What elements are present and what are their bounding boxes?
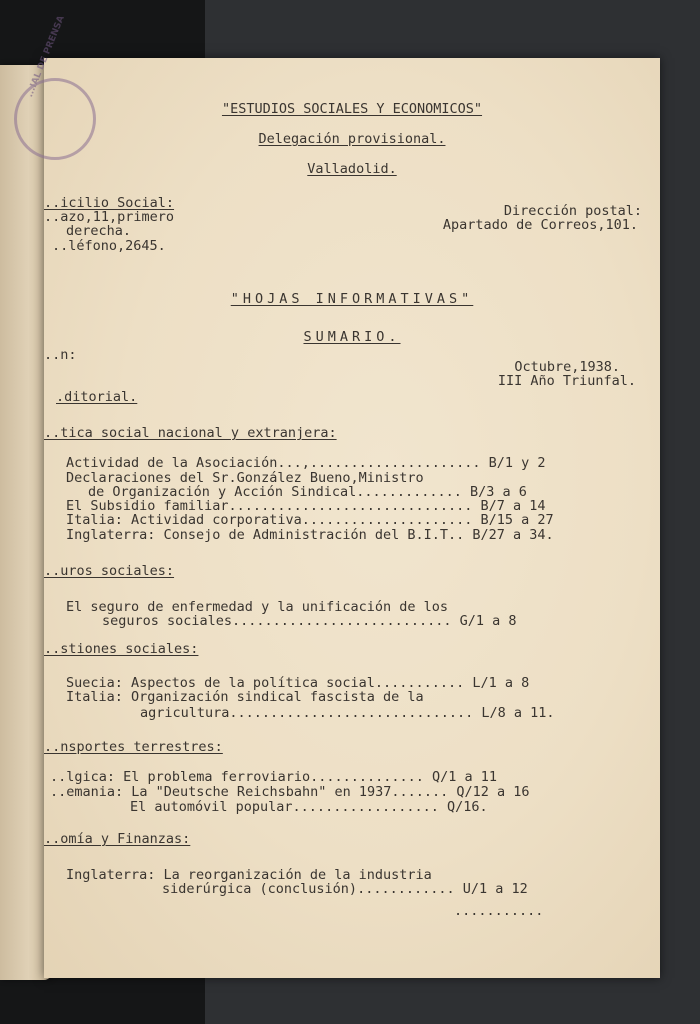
entry-italia-sindical-cont: agricultura.............................. L/8 a 11. bbox=[140, 705, 555, 721]
section-economia: ..omía y Finanzas: bbox=[44, 831, 191, 847]
entry-actividad: Actividad de la Asociación...,..................... B/1 y 2 bbox=[66, 455, 546, 471]
section-cuestiones: ..stiones sociales: bbox=[44, 641, 199, 657]
entry-italia-sindical: Italia: Organización sindical fascista de la bbox=[66, 689, 424, 705]
entry-seguro-enfermedad-cont: seguros sociales........................... G/1 a 8 bbox=[102, 613, 517, 629]
entry-declaraciones-cont: de Organización y Acción Sindical............. B/3 a 6 bbox=[88, 484, 527, 500]
entry-subsidio: El Subsidio familiar.............................. B/7 a 14 bbox=[66, 498, 546, 514]
entry-alemania: ..emania: La "Deutsche Reichsbahn" en 1937....... Q/12 a 16 bbox=[50, 784, 530, 800]
document-page bbox=[25, 14, 660, 978]
date-line2: III Año Triunfal. bbox=[497, 373, 636, 389]
entry-suecia: Suecia: Aspectos de la política social........... L/1 a 8 bbox=[66, 675, 530, 691]
trailing-dots: ........... bbox=[454, 903, 544, 919]
document-title: "HOJAS INFORMATIVAS" bbox=[230, 291, 474, 307]
entry-automovil: El automóvil popular.................. Q/16. bbox=[130, 799, 488, 815]
address-left-label: ..icilio Social: bbox=[44, 195, 175, 211]
sumario-heading: SUMARIO. bbox=[303, 329, 401, 345]
address-left-line1: ..azo,11,primero bbox=[44, 209, 175, 225]
press-stamp bbox=[14, 14, 96, 160]
entry-seguro-enfermedad: El seguro de enfermedad y la unificación de los bbox=[66, 599, 449, 615]
section-politica: ..tica social nacional y extranjera: bbox=[44, 425, 337, 441]
city-line: Valladolid. bbox=[307, 161, 397, 177]
section-transportes: ..nsportes terrestres: bbox=[44, 739, 223, 755]
entry-inglaterra-bit: Inglaterra: Consejo de Administración del B.I.T.. B/27 a 34. bbox=[66, 527, 554, 543]
stamp-text: ...IAL DE PRENSA bbox=[25, 14, 67, 99]
entry-belgica: ..lgica: El problema ferroviario.............. Q/1 a 11 bbox=[50, 769, 498, 785]
date-prefix: ..n: bbox=[44, 347, 77, 363]
entry-declaraciones: Declaraciones del Sr.González Bueno,Ministro bbox=[66, 470, 424, 486]
section-seguros: ..uros sociales: bbox=[44, 563, 175, 579]
address-right-label: Dirección postal: bbox=[503, 203, 642, 219]
delegation-line: Delegación provisional. bbox=[258, 131, 446, 147]
address-left-phone: ..léfono,2645. bbox=[52, 238, 166, 254]
address-right-line1: Apartado de Correos,101. bbox=[442, 217, 638, 233]
entry-inglaterra-siderurgica: Inglaterra: La reorganización de la industria bbox=[66, 867, 432, 883]
date-line1: Octubre,1938. bbox=[514, 359, 620, 375]
entry-inglaterra-siderurgica-cont: siderúrgica (conclusión)............ U/1 a 12 bbox=[162, 881, 528, 897]
org-title: "ESTUDIOS SOCIALES Y ECONOMICOS" bbox=[221, 101, 483, 117]
address-left-line2: derecha. bbox=[66, 223, 132, 239]
section-editorial: .ditorial. bbox=[56, 389, 138, 405]
entry-italia-corporativa: Italia: Actividad corporativa..................... B/15 a 27 bbox=[66, 512, 554, 528]
